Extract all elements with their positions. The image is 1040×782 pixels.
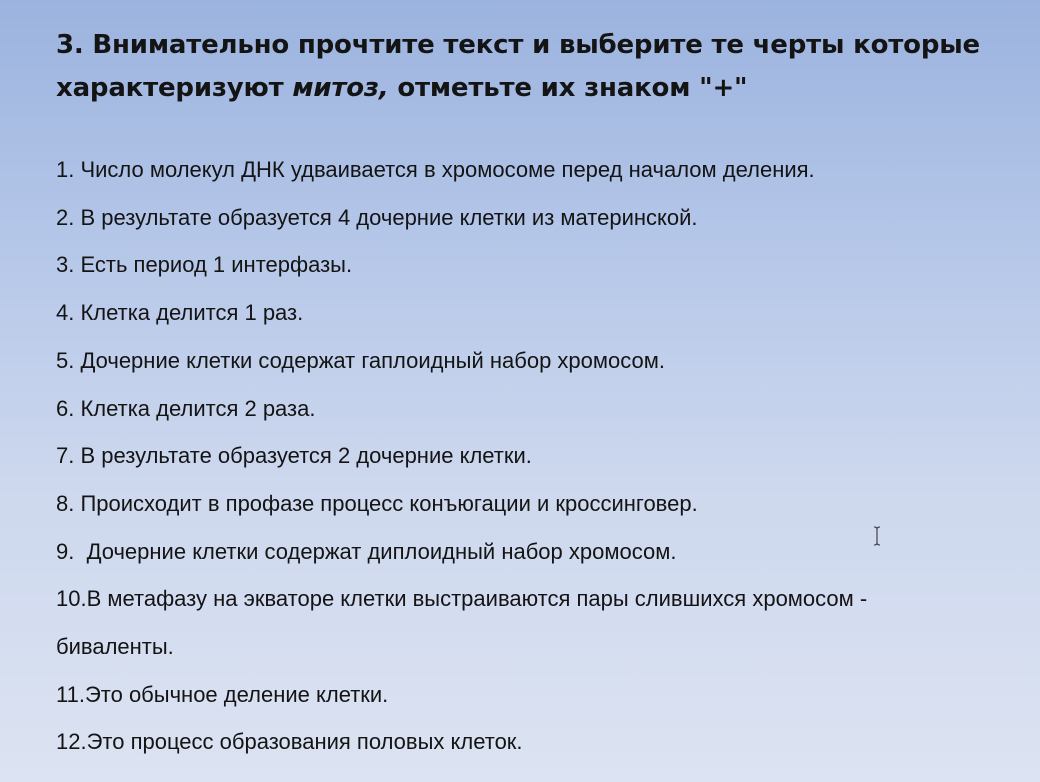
statement-line: 11.Это обычное деление клетки. [56,681,389,707]
statement-line: биваленты. [56,634,174,660]
statement-line: 6. Клетка делится 2 раза. [56,395,316,421]
statement-line: 2. В результате образуется 4 дочерние клетки из материнской. [56,204,698,230]
statement-line: 3. Есть период 1 интерфазы. [56,252,353,278]
statement-line: 12.Это процесс образования половых клеток. [56,729,523,755]
statement-line: 8. Происходит в профазе процесс конъюгации и кроссинговер. [56,490,698,516]
title-text: 3. Внимательно прочтите текст и выберите те черты которые характеризуют [56,30,980,103]
title-instruction: отметьте их знаком "+" [388,73,748,103]
title-emphasis: митоз, [292,73,389,103]
statement-line: 7. В результате образуется 2 дочерние клетки. [56,443,532,469]
statement-line: 10.В метафазу на экваторе клетки выстраиваются пары слившихся хромосом - [56,586,868,612]
slide-title [56,24,1016,110]
statement-line: 9. Дочерние клетки содержат диплоидный набор хромосом. [56,538,677,564]
text-cursor-icon [872,526,882,546]
statement-line: 1. Число молекул ДНК удваивается в хромосоме перед началом деления. [56,157,815,182]
statement-line: 4. Клетка делится 1 раз. [56,300,304,326]
statement-line: 5. Дочерние клетки содержат гаплоидный набор хромосом. [56,347,665,373]
statement-list [56,146,1040,766]
